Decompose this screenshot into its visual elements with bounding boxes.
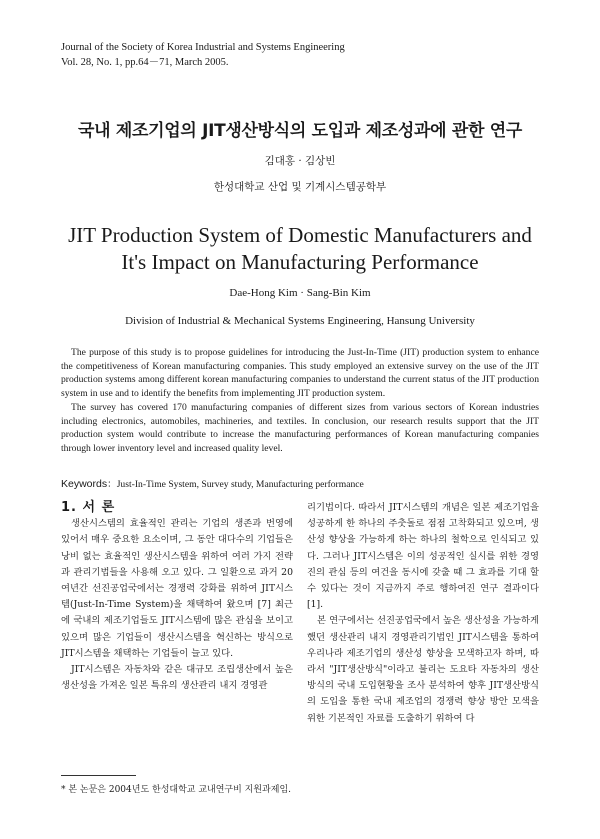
section-heading: 1. 서 론	[61, 500, 116, 515]
korean-title: 국내 제조기업의 JIT생산방식의 도입과 제조성과에 관한 연구	[78, 121, 522, 141]
journal-volume: Vol. 28, No. 1, pp.64－71, March 2005.	[61, 57, 229, 68]
body-paragraph: JIT시스템은 자동차와 같은 대규모 조립생산에서 높은 생산성을 가져온 일본 특유의 생산관리 내지 경영관	[61, 664, 293, 692]
body-paragraph: 본 연구에서는 선진공업국에서 높은 생산성을 가능하게 했던 생산관리 내지 경영관리기법인 JIT시스템을 통하여 우리나라 제조기업의 생산성 향상을 모색하고자 하며, 따라서 "JIT생산방식"이라고 불리는 도요타 자동차의 생산방식의 국내 도입현황을 조사 분석하여 향후 JIT생산방식의 도입을 통한 국내 제조업의 경쟁력 향상 방안 모색을 위한 기본적인 자료를 도출하기 위하여 다	[307, 615, 539, 724]
body-paragraph: 리기법이다. 따라서 JIT시스템의 개념은 일본 제조기업을 성공하게 한 하나의 주춧돌로 점점 고착화되고 있으며, 생산성 향상을 가능하게 하는 하나의 철학으로 인식되고 있다. 그러나 JIT시스템은 이의 성공적인 실시를 위한 경영진의 관심 등의 여건을 동시에 갖출 때 그 효과를 기대 할수 있다는 것이 지금까지 주로 행하여진 연구 결과이다 [1].	[307, 502, 539, 611]
abstract	[61, 346, 539, 456]
footnote: * 본 논문은 2004년도 한성대학교 교내연구비 지원과제임.	[61, 785, 292, 795]
abstract-paragraph-1: The purpose of this study is to propose guidelines for introducing the Just-In-Time (JIT) production system to enhance the competitiveness of Korean manufacturing companies. This study employed an extensive survey on the use of the JIT production systems among different korean manufacturing companies to understand the current status of the JIT production system in use and to identify the benefits from implementing JIT production system.	[61, 347, 539, 400]
english-authors: Dae-Hong Kim · Sang-Bin Kim	[229, 287, 371, 299]
journal-name: Journal of the Society of Korea Industrial and Systems Engineering	[61, 42, 345, 53]
english-title	[0, 222, 600, 276]
body-paragraph: 생산시스템의 효율적인 관리는 기업의 생존과 번영에 있어서 매우 중요한 요소이며, 그 동안 대다수의 기업들은 낭비 없는 효율적인 생산시스템을 위하여 여러 가지 전략과 관리기법들을 사용해 오고 있다. 그 일환으로 과거 20여년간 선진공업국에서는 경쟁력 강화를 위하여 JIT시스템(Just-In-Time System)을 채택하여 왔으며 [7] 최근에 국내의 제조기업들도 JIT시스템에 많은 관심을 보이고 있으며 많은 기업들이 생산시스템을 혁신하는 방식으로 JIT시스템을 채택하는 기업들이 늘고 있다.	[61, 518, 293, 659]
keywords-text: ：Just-In-Time System, Survey study, Manufacturing performance	[107, 479, 364, 490]
korean-authors: 김대홍 · 김상빈	[264, 155, 336, 167]
footnote-rule	[61, 775, 136, 776]
english-title-line1: JIT Production System of Domestic Manufacturers and	[68, 223, 532, 247]
english-title-line2: It's Impact on Manufacturing Performance	[121, 250, 479, 274]
abstract-paragraph-2: The survey has covered 170 manufacturing companies of different sizes from various sectors of Korean industries including electronics, automobiles, machineries, and textiles. In conclusion, our research results support that the JIT production system would contribute to increase the manufacturing performances of Korean manufacturing companies through lower inventory level and increased quality level.	[61, 401, 539, 454]
keywords	[61, 476, 364, 490]
english-affiliation: Division of Industrial & Mechanical Systems Engineering, Hansung University	[125, 315, 475, 327]
korean-affiliation: 한성대학교 산업 및 기계시스템공학부	[213, 181, 387, 193]
journal-header	[61, 40, 345, 70]
body-column-left	[61, 500, 293, 694]
keywords-label: Keywords	[61, 478, 108, 490]
body-column-right	[307, 500, 539, 727]
